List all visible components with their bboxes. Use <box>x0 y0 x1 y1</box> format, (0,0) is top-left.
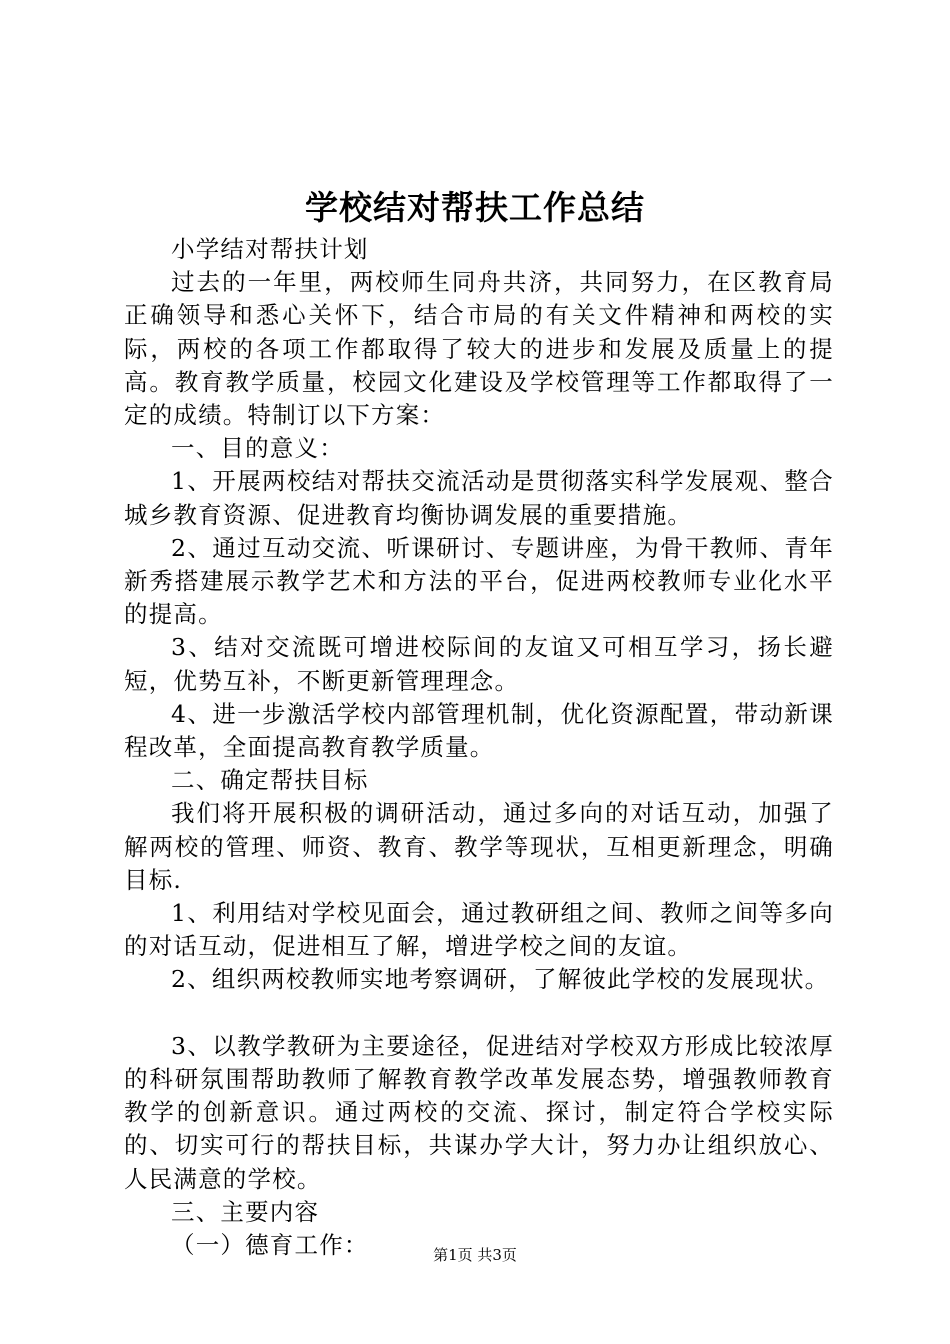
paragraph-purpose-4: 4、进一步激活学校内部管理机制，优化资源配置，带动新课程改革，全面提高教育教学质量。 <box>124 699 834 762</box>
paragraph-goals-1: 1、利用结对学校见面会，通过教研组之间、教师之间等多向的对话互动，促进相互了解，增进学校之间的友谊。 <box>124 899 834 961</box>
paragraph-subtitle: 小学结对帮扶计划 <box>171 235 369 263</box>
paragraph-goals-2: 2、组织两校教师实地考察调研，了解彼此学校的发展现状。 <box>171 965 830 994</box>
subsection-heading-moral: （一）德育工作： <box>171 1231 369 1260</box>
paragraph-intro: 过去的一年里，两校师生同舟共济，共同努力，在区教育局正确领导和悉心关怀下，结合市局的有关文件精神和两校的实际，两校的各项工作都取得了较大的进步和发展及质量上的提高。教育教学质量，校园文化建设及学校管理等工作都取得了一定的成绩。特制订以下方案： <box>124 268 834 430</box>
section-heading-purpose: 一、目的意义： <box>171 434 344 463</box>
paragraph-goals-intro: 我们将开展积极的调研活动，通过多向的对话互动，加强了解两校的管理、师资、教育、教学等现状，互相更新理念，明确目标. <box>124 799 834 894</box>
paragraph-purpose-3: 3、结对交流既可增进校际间的友谊又可相互学习，扬长避短，优势互补，不断更新管理理念。 <box>124 633 834 695</box>
paragraph-goals-3: 3、以教学教研为主要途径，促进结对学校双方形成比较浓厚的科研氛围帮助教师了解教育教学改革发展态势，增强教师教育教学的创新意识。通过两校的交流、探讨，制定符合学校实际的、切实可行的帮扶目标，共谋办学大计，努力办让组织放心、人民满意的学校。 <box>124 1031 834 1193</box>
document-body <box>124 233 834 1262</box>
paragraph-purpose-1: 1、开展两校结对帮扶交流活动是贯彻落实科学发展观、整合城乡教育资源、促进教育均衡协调发展的重要措施。 <box>124 467 834 529</box>
paragraph-purpose-2: 2、通过互动交流、听课研讨、专题讲座，为骨干教师、青年新秀搭建展示教学艺术和方法的平台，促进两校教师专业化水平的提高。 <box>124 533 834 629</box>
blank-line <box>124 997 834 1030</box>
page-number-footer: 第1页 共3页 <box>433 1246 517 1264</box>
document-title: 学校结对帮扶工作总结 <box>305 188 645 227</box>
section-heading-content: 三、主要内容 <box>171 1197 320 1226</box>
section-heading-goals: 二、确定帮扶目标 <box>171 766 369 795</box>
